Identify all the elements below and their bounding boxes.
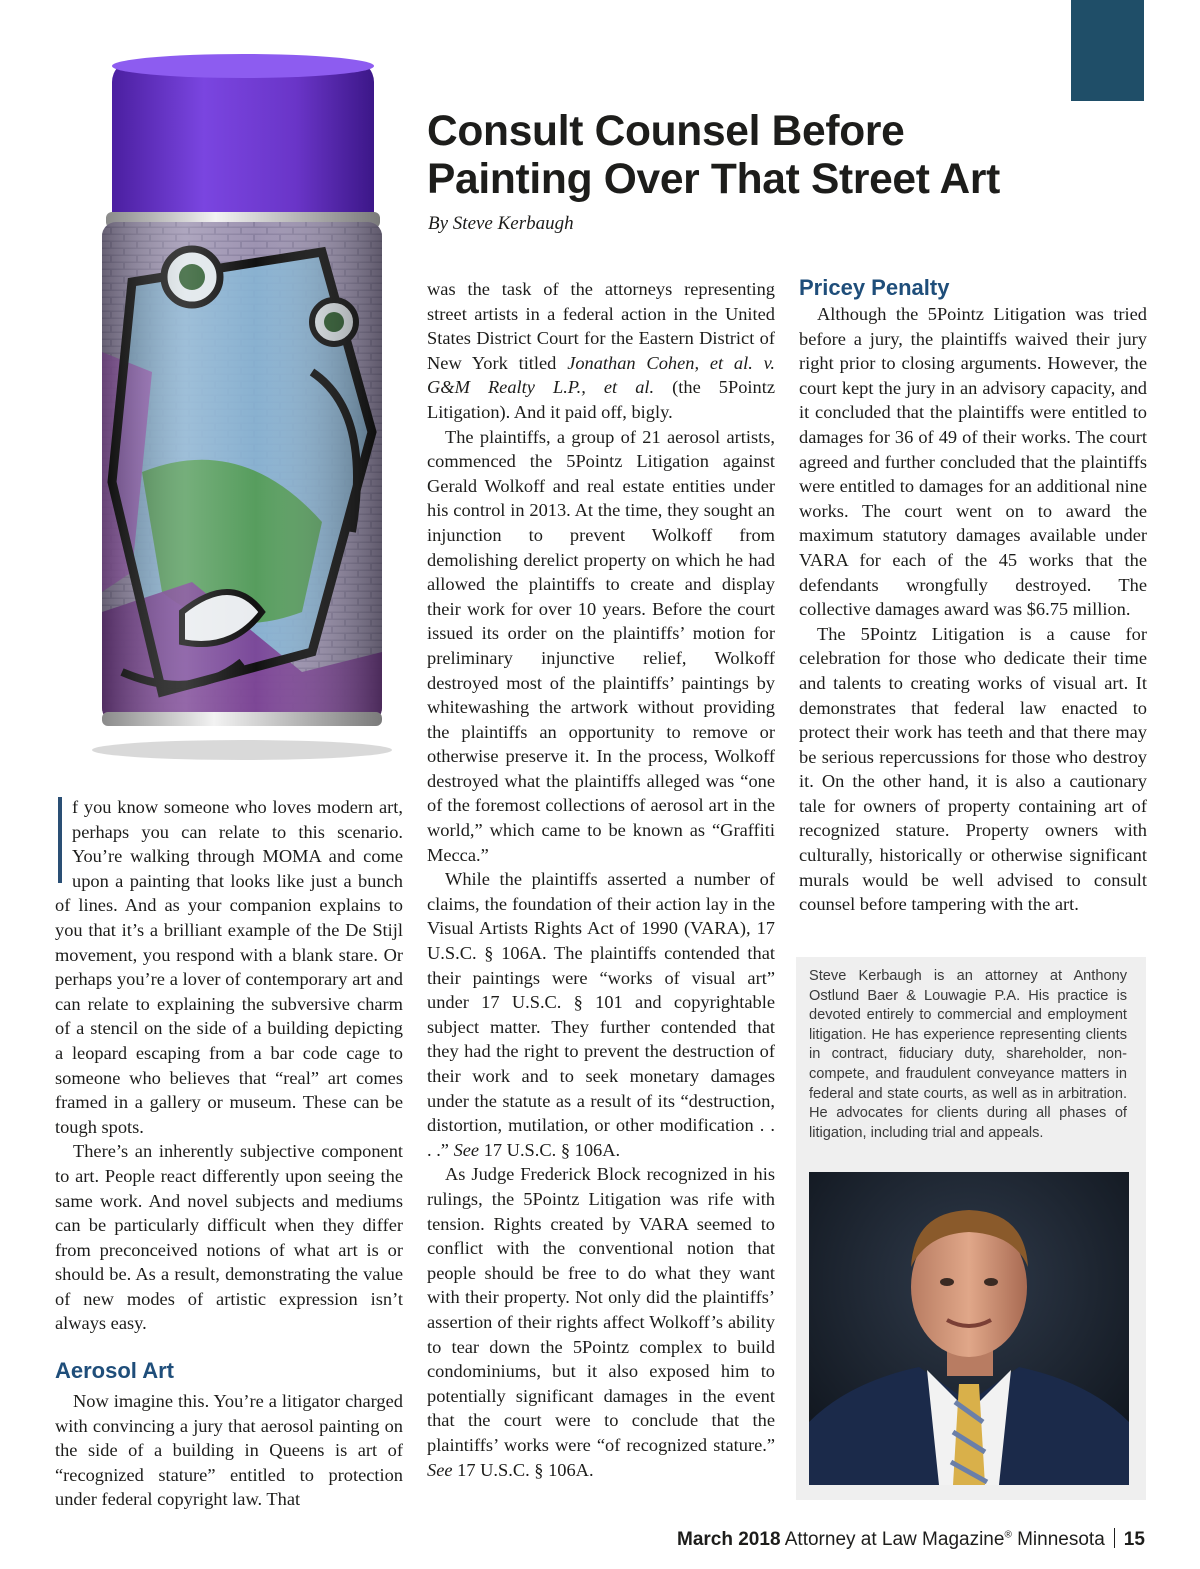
footer-edition: Minnesota: [1017, 1529, 1105, 1550]
paragraph: Now imagine this. You’re a litigator charged with convincing a jury that aerosol painting on the side of a building in Queens is art of “recognized stature” entitled to protection under federal copyright law. That: [55, 1391, 403, 1510]
footer-date: March 2018: [677, 1529, 781, 1550]
footer-magazine: Attorney at Law Magazine: [784, 1529, 1005, 1550]
article-column-3: [799, 277, 1147, 917]
paragraph: There’s an inherently subjective component to art. People react differently upon seeing the same work. And novel subjects and mediums can be particularly difficult when they differ from preconceived notions of what art is or should be. As a result, demonstrating the value of new modes of artistic expression isn’t always easy.: [55, 1141, 403, 1334]
article-title: [427, 108, 1067, 204]
subhead-aerosol-art: Aerosol Art: [55, 1358, 174, 1384]
article-column-1: [55, 795, 403, 1512]
spray-can-image: [72, 52, 412, 764]
registered-mark: ®: [1004, 1529, 1012, 1541]
paragraph: f you know someone who loves modern art, perhaps you can relate to this scenario. You’re walking through MOMA and come upon a painting that looks like just a bunch of lines. And as your companion explains to you that it’s a brilliant example of the De Stijl movement, you respond with a blank stare. Or perhaps you’re a lover of contemporary art and can relate to explaining the subversive charm of a stencil on the side of a building depicting a leopard escaping from a bar code cage to someone who believes that “real” art comes framed in a gallery or museum. These can be tough spots.: [55, 797, 403, 1137]
paragraph: The 5Pointz Litigation is a cause for celebration for those who dedicate their time and talents to creating works of visual art. It demonstrates that federal law enacted to protect their work has teeth and that there may be serious repercussions for those who destroy it. On the other hand, it is also a cautionary tale for owners of property containing art of recognized stature. Property owners with culturally, historically or otherwise significant murals would be well advised to consult counsel before tampering with the art.: [799, 623, 1147, 915]
subhead-pricey-penalty: Pricey Penalty: [799, 275, 950, 300]
drop-cap: [55, 797, 69, 883]
footer-divider: [1114, 1528, 1115, 1548]
paragraph: Although the 5Pointz Litigation was tried before a jury, the plaintiffs waived their jury right prior to closing arguments. However, the court kept the jury in an advisory capacity, and it concluded that the plaintiffs were entitled to damages for 36 of 49 of their works. The court agreed and further concluded that the plaintiffs were entitled to damages for an additional nine works. The court went on to award the maximum statutory damages available under VARA for each of the 45 works that the defendants wrongfully destroyed. The collective damages award was $6.75 million.: [799, 304, 1147, 620]
author-bio-text: Steve Kerbaugh is an attorney at Anthony Ostlund Baer & Louwagie P.A. His practice is devoted entirely to commercial and employment litigation. He has experience representing clients in contract, fiduciary duty, shareholder, non-compete, and fraudulent conveyance matters in federal and state courts, as well as in arbitration. He advocates for clients during all phases of litigation, including trial and appeals.: [809, 968, 1127, 1141]
paragraph: The plaintiffs, a group of 21 aerosol artists, commenced the 5Pointz Litigation against Gerald Wolkoff and real estate entities under his control in 2013. At the time, they sought an injunction to prevent Wolkoff from demolishing derelict property on which he had allowed the plaintiffs to create and display their work for over 10 years. Before the court issued its order on the plaintiffs’ motion for preliminary injunctive relief, Wolkoff destroyed most of the plaintiffs’ paintings by whitewashing the artwork without providing the plaintiffs an opportunity to remove or otherwise preserve it. In the process, Wolkoff destroyed what the plaintiffs alleged was “one of the foremost collections of aerosol art in the world,” which came to be known as “Graffiti Mecca.”: [427, 426, 775, 865]
author-portrait: [809, 1172, 1129, 1485]
title-line-2: Painting Over That Street Art: [427, 156, 1001, 203]
page-footer: [677, 1528, 1145, 1551]
article-column-2: [427, 277, 775, 1482]
page-number: 15: [1123, 1529, 1145, 1550]
paragraph: was the task of the attorneys representing street artists in a federal action in the United States District Court for the Eastern District of New York titled Jonathan Cohen, et al. v. G&M Realty L.P., et al. (the 5Pointz Litigation). And it paid off, bigly.: [427, 279, 776, 422]
paragraph: While the plaintiffs asserted a number of claims, the foundation of their action lay in the Visual Artists Rights Act of 1990 (VARA), 17 U.S.C. § 106A. The plaintiffs contended that their paintings were “works of visual art” under 17 U.S.C. § 101 and copyrightable subject matter. They further contended that they had the right to prevent the destruction of their work and to seek monetary damages under the statute as a result of its “destruction, distortion, mutilation, or other modification . . . .” See 17 U.S.C. § 106A.: [427, 869, 775, 1160]
page-corner-tab: [1071, 0, 1144, 101]
paragraph: As Judge Frederick Block recognized in his rulings, the 5Pointz Litigation was rife with tension. Rights created by VARA seemed to conflict with the conventional notion that people should be free to do what they want with their property. Not only did the plaintiffs’ assertion of their rights affect Wolkoff’s ability to tear down the 5Pointz complex to build condominiums, but it also exposed him to potentially significant damages in the event that the court were to conclude that the plaintiffs’ works were “of recognized stature.” See 17 U.S.C. § 106A.: [427, 1164, 775, 1480]
byline: By Steve Kerbaugh: [428, 213, 574, 234]
case-name: Jonathan Cohen, et al. v. G&M Realty L.P., et al.: [427, 352, 775, 398]
author-bio-box: [796, 957, 1146, 1500]
title-line-1: Consult Counsel Before: [427, 108, 905, 155]
